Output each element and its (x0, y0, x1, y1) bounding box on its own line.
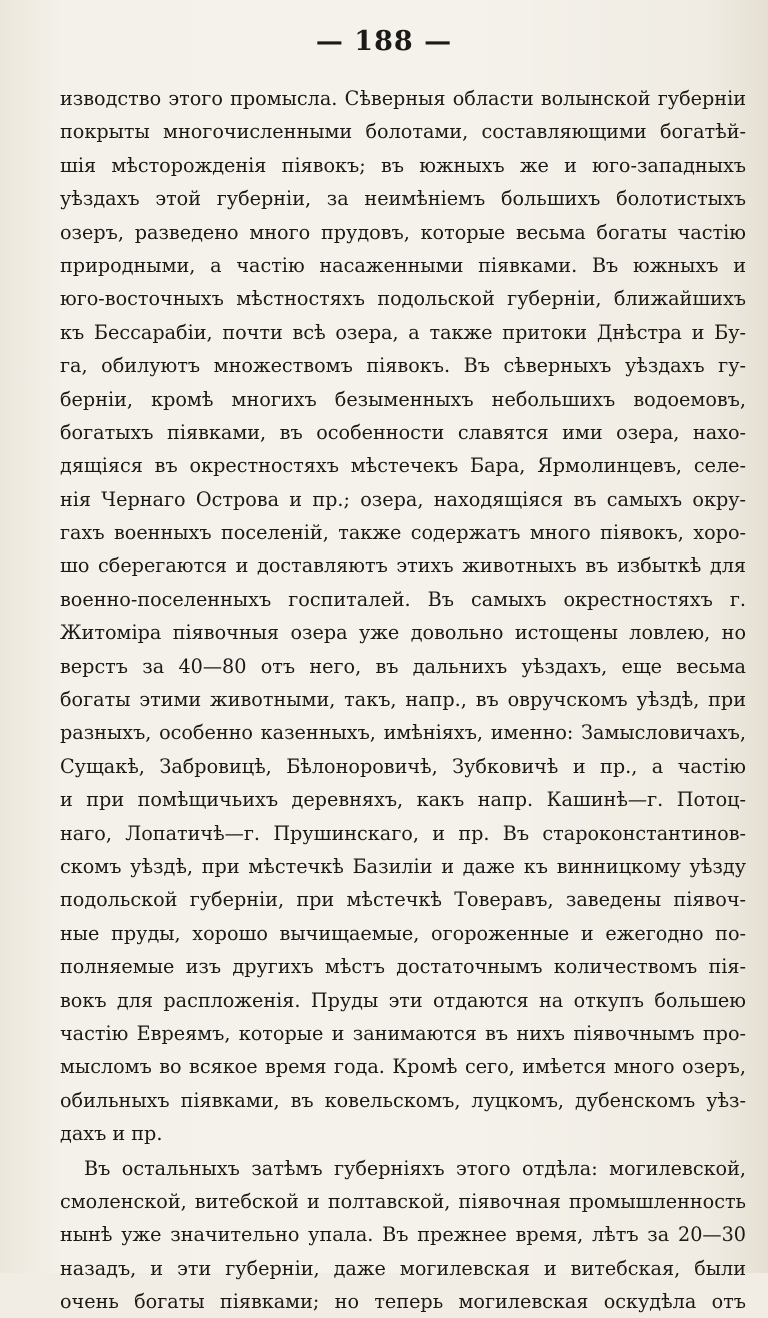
text-line: военно-поселенныхъ госпиталей. Въ самыхъ окрестностяхъ г. (60, 583, 746, 616)
text-line: наго, Лопатичѣ—г. Прушинскаго, и пр. Въ староконстантинов- (60, 817, 746, 850)
text-line: богатыхъ піявками, въ особенности славятся ими озера, нахо- (60, 416, 746, 449)
text-line: ные пруды, хорошо вычищаемые, огороженные и ежегодно по- (60, 917, 746, 950)
text-line: дящіяся въ окрестностяхъ мѣстечекъ Бара, Ярмолинцевъ, селе- (60, 449, 746, 482)
text-line: смоленской, витебской и полтавской, піявочная промышленность (60, 1185, 746, 1218)
text-line: гахъ военныхъ поселеній, также содержатъ много піявокъ, хоро- (60, 516, 746, 549)
text-line: берніи, кромѣ многихъ безыменныхъ небольшихъ водоемовъ, (60, 383, 746, 416)
paragraph-2 (60, 1152, 746, 1318)
text-line: нія Чернаго Острова и пр.; озера, находящіяся въ самыхъ окру- (60, 483, 746, 516)
text-line: природными, а частію насаженными піявками. Въ южныхъ и (60, 249, 746, 282)
text-line: къ Бессарабіи, почти всѣ озера, а также притоки Днѣстра и Бу- (60, 316, 746, 349)
text-line: обильныхъ піявками, въ ковельскомъ, луцкомъ, дубенскомъ уѣз- (60, 1084, 746, 1117)
text-line: полняемые изъ другихъ мѣстъ достаточнымъ количествомъ пія- (60, 950, 746, 983)
text-line: покрыты многочисленными болотами, составляющими богатѣй- (60, 115, 746, 148)
paragraph-1 (60, 82, 746, 1151)
text-line: богаты этими животными, такъ, напр., въ овручскомъ уѣздѣ, при (60, 683, 746, 716)
text-line: озеръ, разведено много прудовъ, которые весьма богаты частію (60, 216, 746, 249)
text-line: уѣздахъ этой губерніи, за неимѣніемъ большихъ болотистыхъ (60, 182, 746, 215)
text-line: шо сберегаются и доставляютъ этихъ животныхъ въ избыткѣ для (60, 549, 746, 582)
text-line: изводство этого промысла. Сѣверныя области волынской губерніи (60, 82, 746, 115)
text-line: Въ остальныхъ затѣмъ губерніяхъ этого отдѣла: могилевской, (60, 1152, 746, 1185)
text-line: назадъ, и эти губерніи, даже могилевская и витебская, были (60, 1252, 746, 1285)
text-line: нынѣ уже значительно упала. Въ прежнее время, лѣтъ за 20—30 (60, 1218, 746, 1251)
page-text (60, 82, 746, 1318)
text-line: вокъ для распложенія. Пруды эти отдаются на откупъ большею (60, 984, 746, 1017)
text-line: дахъ и пр. (60, 1117, 746, 1150)
text-line: юго-восточныхъ мѣстностяхъ подольской губерніи, ближайшихъ (60, 282, 746, 315)
text-line: верстъ за 40—80 отъ него, въ дальнихъ уѣздахъ, еще весьма (60, 650, 746, 683)
text-line: шія мѣсторожденія піявокъ; въ южныхъ же и юго-западныхъ (60, 149, 746, 182)
text-line: Сущакѣ, Забровицѣ, Бѣлоноровичѣ, Зубковичѣ и пр., а частію (60, 750, 746, 783)
text-line: очень богаты піявками; но теперь могилевская оскудѣла отъ (60, 1285, 746, 1318)
text-line: подольской губерніи, при мѣстечкѣ Товеравъ, заведены піявоч- (60, 883, 746, 916)
text-line: га, обилуютъ множествомъ піявокъ. Въ сѣверныхъ уѣздахъ гу- (60, 349, 746, 382)
text-line: разныхъ, особенно казенныхъ, имѣніяхъ, именно: Замысловичахъ, (60, 716, 746, 749)
text-line: частію Евреямъ, которые и занимаются въ нихъ піявочнымъ про- (60, 1017, 746, 1050)
page-number: — 188 — (0, 26, 768, 57)
text-line: и при помѣщичьихъ деревняхъ, какъ напр. Кашинѣ—г. Потоц- (60, 783, 746, 816)
text-line: скомъ уѣздѣ, при мѣстечкѣ Базиліи и даже къ винницкому уѣзду (60, 850, 746, 883)
text-line: Житоміра піявочныя озера уже довольно истощены ловлею, но (60, 616, 746, 649)
text-line: мысломъ во всякое время года. Кромѣ сего, имѣется много озеръ, (60, 1050, 746, 1083)
